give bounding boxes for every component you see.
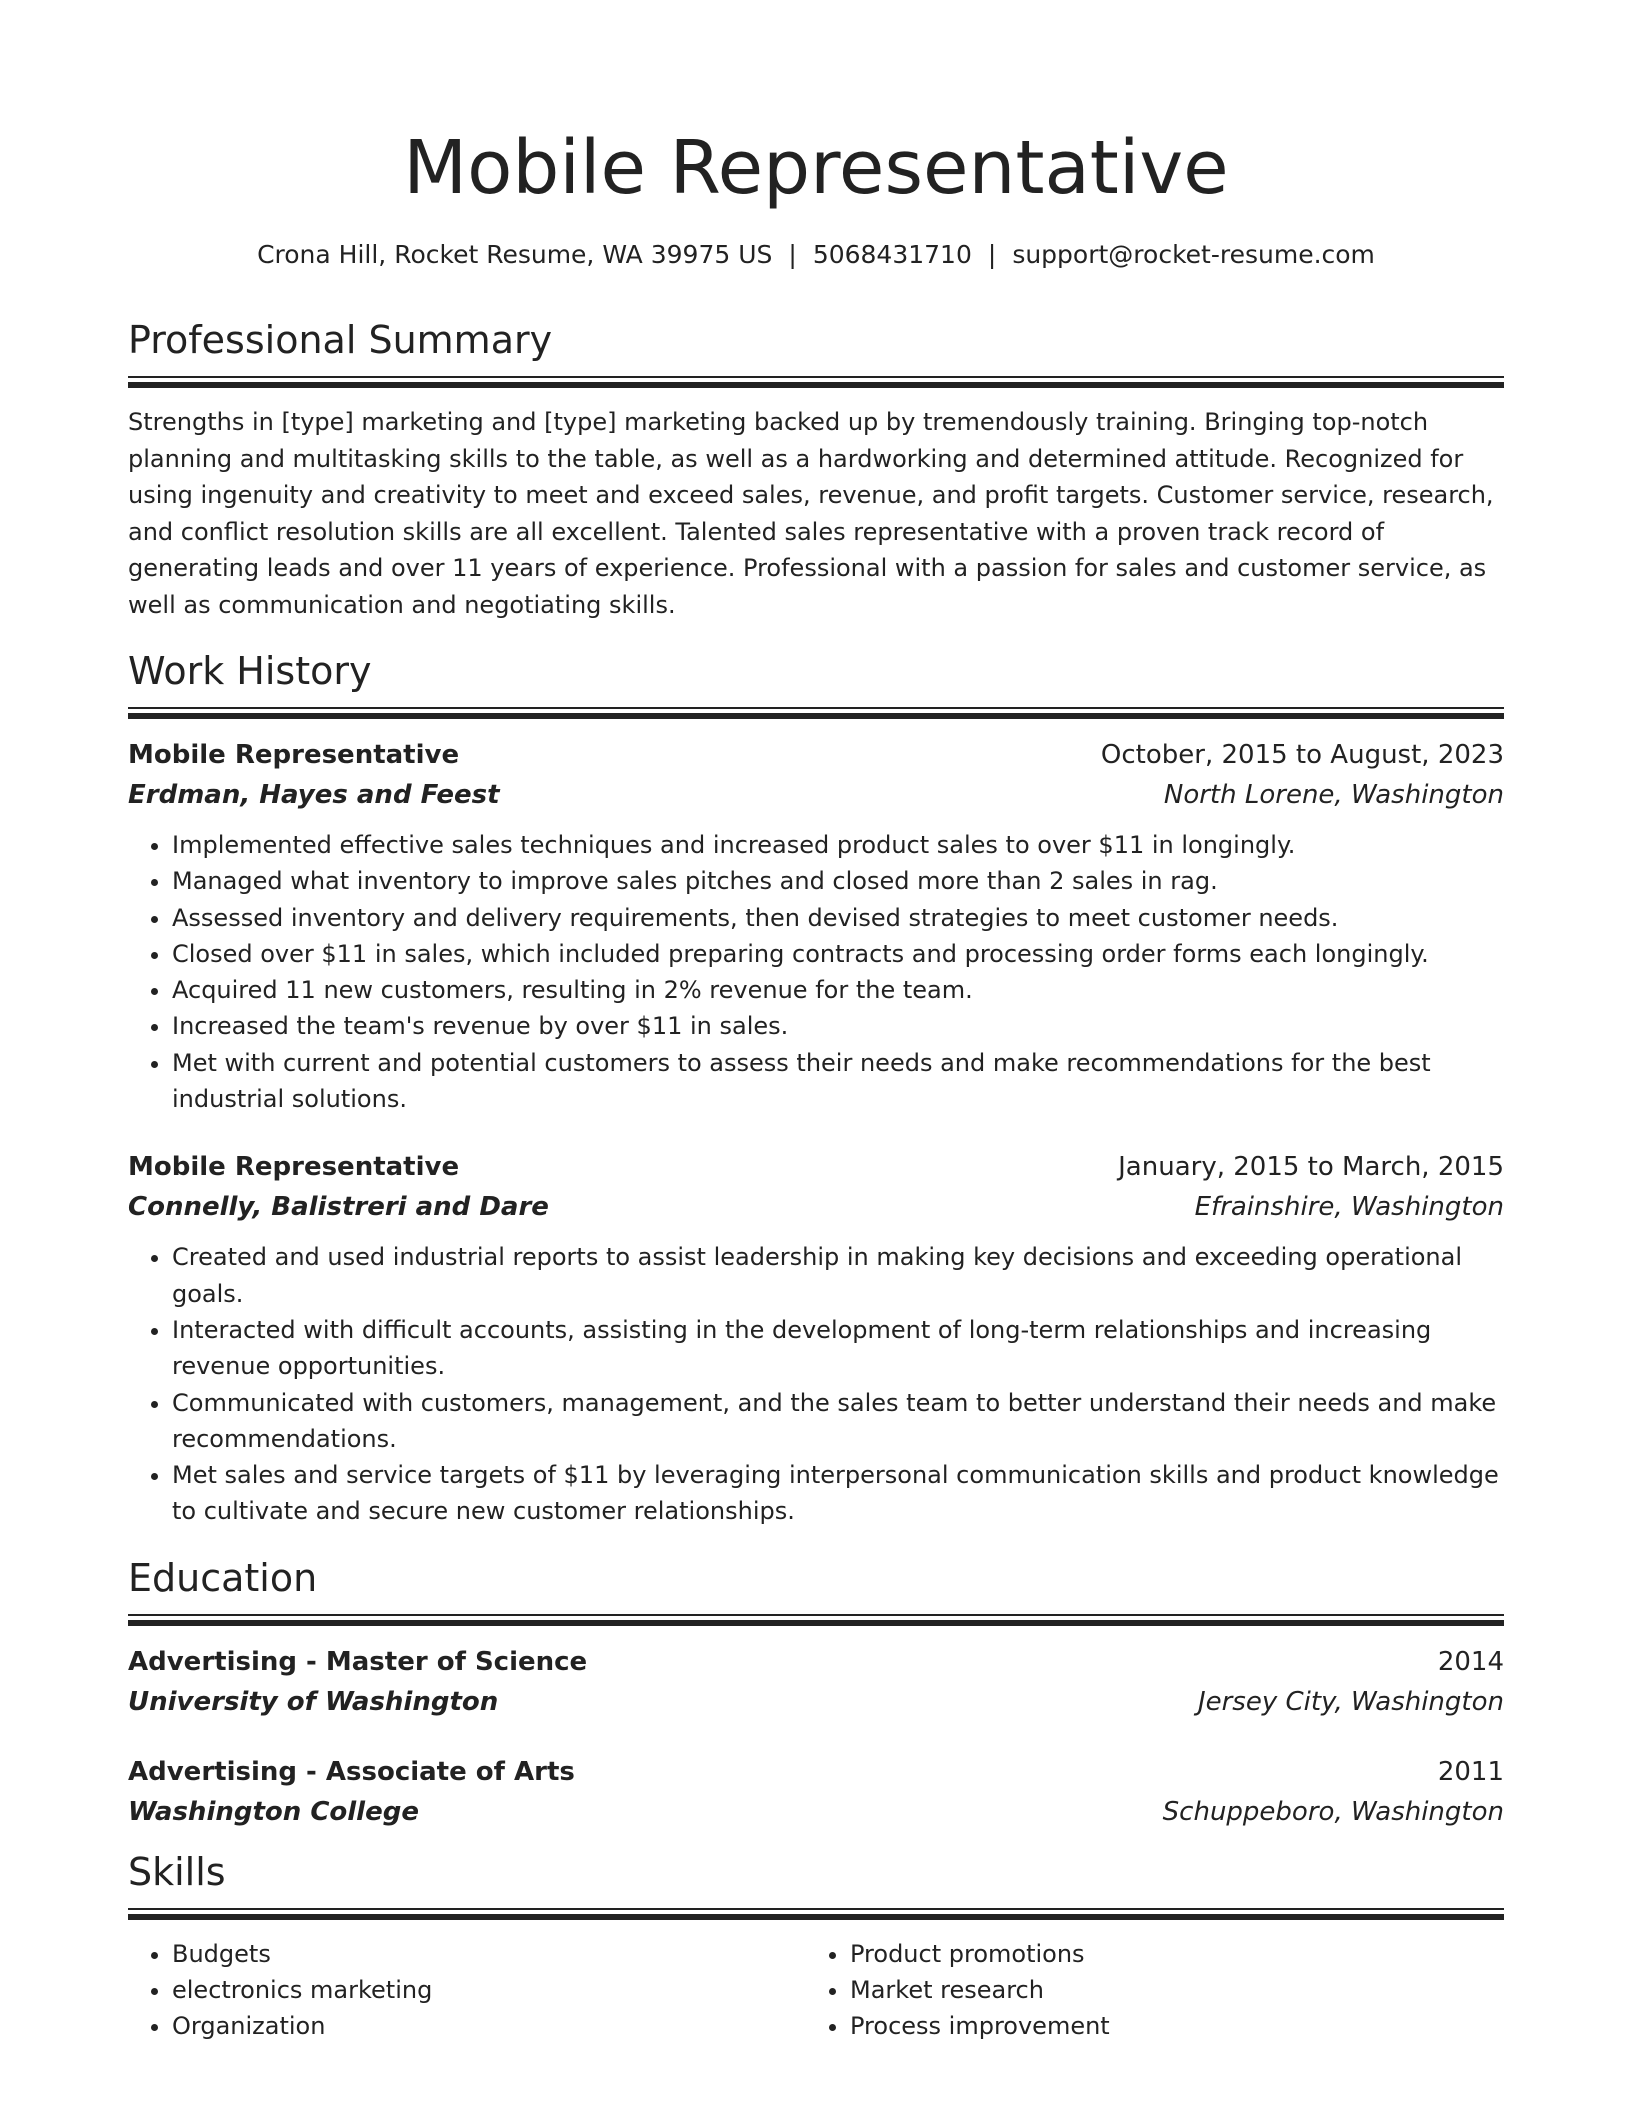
job-dates: January, 2015 to March, 2015 [1118,1152,1504,1183]
list-item: • Acquired 11 new customers, resulting in 2% revenue for the team. [172,972,1504,1008]
section-divider [128,376,1504,388]
section-title-skills: Skills [128,1849,226,1894]
contact-address: Crona Hill, Rocket Resume, WA 39975 US [257,240,773,269]
education-section [128,1552,1504,1832]
job-company: Connelly, Balistreri and Dare [128,1192,549,1223]
skill-item: • Market research [850,1972,1484,2008]
education-degree: Advertising - Associate of Arts [128,1756,575,1787]
list-item: • Communicated with customers, management, and the sales team to better understand their needs and make recommendations. [172,1385,1504,1458]
summary-section [128,314,1504,623]
job-dates: October, 2015 to August, 2023 [1100,740,1504,770]
skill-item: • Process improvement [850,2008,1484,2044]
education-entry [128,1752,1504,1832]
resume-content [128,314,1504,2044]
section-divider [128,1908,1504,1920]
contact-email: support@rocket-resume.com [1012,240,1375,269]
list-item: • Managed what inventory to improve sales pitches and closed more than 2 sales in rag. [172,863,1504,899]
work-history-section [128,645,1504,1530]
list-item: • Created and used industrial reports to assist leadership in making key decisions and exceeding operational goals. [172,1239,1504,1312]
education-entry [128,1642,1504,1722]
candidate-name: Mobile Representative [403,125,1229,211]
skills-list-left [128,1936,806,2044]
list-item: • Met with current and potential customers to assess their needs and make recommendations for the best industrial solutions. [172,1045,1504,1118]
job-location: Efrainshire, Washington [1194,1192,1504,1223]
skill-item: • Organization [172,2008,806,2044]
job-bullets [128,827,1504,1117]
section-divider [128,707,1504,719]
section-title-work: Work History [128,649,372,693]
job-company: Erdman, Hayes and Feest [128,780,500,810]
education-location: Jersey City, Washington [1197,1686,1504,1717]
job-entry [128,735,1504,1117]
contact-phone: 5068431710 [812,240,972,269]
list-item: • Met sales and service targets of $11 by leveraging interpersonal communication skills and product knowledge to cultivate and secure new customer relationships. [172,1457,1504,1530]
skills-list-right [806,1936,1484,2044]
section-title-summary: Professional Summary [128,318,553,362]
skill-item: • electronics marketing [172,1972,806,2008]
education-location: Schuppeboro, Washington [1162,1796,1504,1827]
job-bullets [128,1239,1504,1529]
list-item: • Increased the team's revenue by over $11 in sales. [172,1008,1504,1044]
skill-item: • Budgets [172,1936,806,1972]
skill-item: • Product promotions [850,1936,1484,1972]
list-item: • Assessed inventory and delivery requirements, then devised strategies to meet customer needs. [172,900,1504,936]
list-item: • Interacted with difficult accounts, assisting in the development of long-term relationships and increasing revenue opportunities. [172,1312,1504,1385]
education-degree: Advertising - Master of Science [128,1646,588,1677]
section-divider [128,1614,1504,1626]
education-school: University of Washington [128,1686,499,1717]
education-year: 2011 [1437,1756,1504,1787]
summary-text: Strengths in [type] marketing and [type] marketing backed up by tremendously training. Bringing top-notch planning and multitasking skills to the table, as well as a hardworking and determined attitude. Recognized for using ingenuity and creativity to meet and exceed sales, revenue, and profit targets. Customer service, research, and conflict resolution skills are all excellent. Talented sales representative with a proven track record of generating leads and over 11 years of experience. Professional with a passion for sales and customer service, as well as communication and negotiating skills. [128,408,1494,619]
skills-columns [128,1936,1504,2044]
education-year: 2014 [1437,1646,1504,1677]
education-school: Washington College [128,1796,419,1827]
job-location: North Lorene, Washington [1163,780,1504,810]
contact-separator: | [987,240,997,269]
job-entry [128,1147,1504,1529]
resume-header [0,0,1632,272]
job-title: Mobile Representative [128,740,460,770]
skills-section [128,1846,1504,2044]
contact-separator: | [788,240,797,269]
section-title-education: Education [128,1555,318,1600]
job-title: Mobile Representative [128,1152,460,1183]
list-item: • Closed over $11 in sales, which included preparing contracts and processing order forms each longingly. [172,936,1504,972]
list-item: • Implemented effective sales techniques and increased product sales to over $11 in longingly. [172,827,1504,863]
contact-line [0,238,1632,272]
